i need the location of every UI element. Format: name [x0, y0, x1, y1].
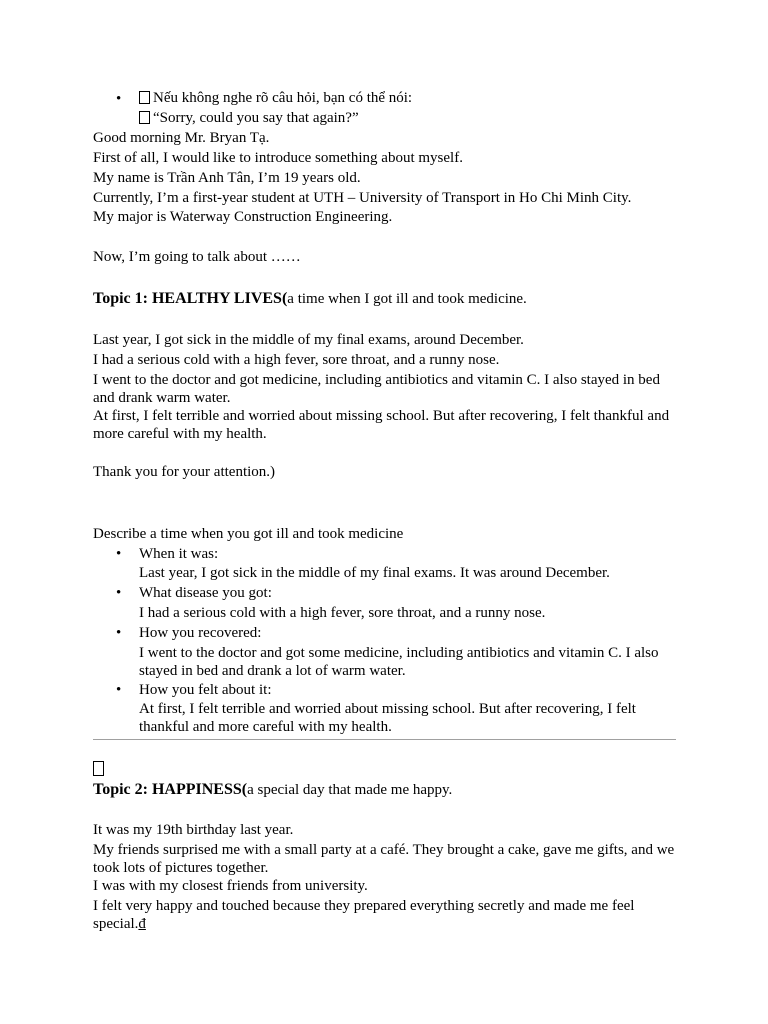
- missing-glyph-icon: [139, 111, 150, 124]
- trailing-char: đ: [138, 916, 146, 932]
- missing-glyph-line: [93, 761, 683, 779]
- intro-line: First of all, I would like to introduce something about myself.: [93, 150, 463, 166]
- transition-text: Now, I’m going to talk about ……: [93, 249, 301, 265]
- intro-line: My name is Trần Anh Tân, I’m 19 years old.: [93, 170, 361, 186]
- describe-item-answer: I had a serious cold with a high fever, sore throat, and a runny nose.: [139, 605, 546, 621]
- describe-item-answer: I went to the doctor and got some medicine, including antibiotics and vitamin C. I also stayed in bed and drank a lot of warm water.: [139, 645, 659, 679]
- bullet: •: [116, 682, 122, 698]
- topic1-heading: Topic 1: HEALTHY LIVES(a time when I got ill and took medicine.: [93, 290, 527, 307]
- intro-line: Currently, I’m a first-year student at UTH – University of Transport in Ho Chi Minh City.: [93, 190, 632, 206]
- missing-glyph-icon: [139, 91, 150, 104]
- describe-item-label: How you felt about it:: [139, 682, 272, 698]
- describe-item-answer: At first, I felt terrible and worried about missing school. But after recovering, I felt thankful and more careful with my health.: [139, 701, 636, 735]
- topic1-paragraph: Last year, I got sick in the middle of my final exams, around December.: [93, 332, 524, 348]
- topic1-closing: Thank you for your attention.): [93, 464, 276, 480]
- describe-item-label: How you recovered:: [139, 625, 262, 641]
- topic2-paragraph: My friends surprised me with a small party at a café. They brought a cake, gave me gifts, and we took lots of pictures together.: [93, 842, 675, 876]
- missing-glyph-icon: [93, 761, 104, 776]
- horizontal-rule: [93, 739, 676, 740]
- topic2-paragraph: It was my 19th birthday last year.: [93, 822, 294, 838]
- bullet: •: [116, 546, 122, 562]
- intro-line: My major is Waterway Construction Engineering.: [93, 209, 393, 225]
- topic1-paragraph: I had a serious cold with a high fever, sore throat, and a runny nose.: [93, 352, 500, 368]
- tip-line-1: Nếu không nghe rõ câu hỏi, bạn có thể nói:: [139, 89, 679, 107]
- topic1-paragraph: At first, I felt terrible and worried about missing school. But after recovering, I felt thankful and more careful with my health.: [93, 408, 670, 442]
- bullet: •: [116, 625, 122, 641]
- bullet: •: [116, 91, 122, 107]
- describe-item-answer: Last year, I got sick in the middle of my final exams. It was around December.: [139, 565, 610, 581]
- describe-item-label: What disease you got:: [139, 585, 272, 601]
- tip-line-2: “Sorry, could you say that again?”: [139, 109, 679, 127]
- describe-item-label: When it was:: [139, 546, 219, 562]
- topic2-paragraph: I felt very happy and touched because they prepared everything secretly and made me feel special.đ: [93, 898, 635, 932]
- topic2-heading: Topic 2: HAPPINESS(a special day that made me happy.: [93, 781, 453, 798]
- topic1-paragraph: I went to the doctor and got medicine, including antibiotics and vitamin C. I also stayed in bed and drank warm water.: [93, 372, 660, 406]
- intro-line: Good morning Mr. Bryan Tạ.: [93, 130, 270, 146]
- describe-title: Describe a time when you got ill and took medicine: [93, 526, 404, 542]
- bullet: •: [116, 585, 122, 601]
- topic2-paragraph: I was with my closest friends from university.: [93, 878, 368, 894]
